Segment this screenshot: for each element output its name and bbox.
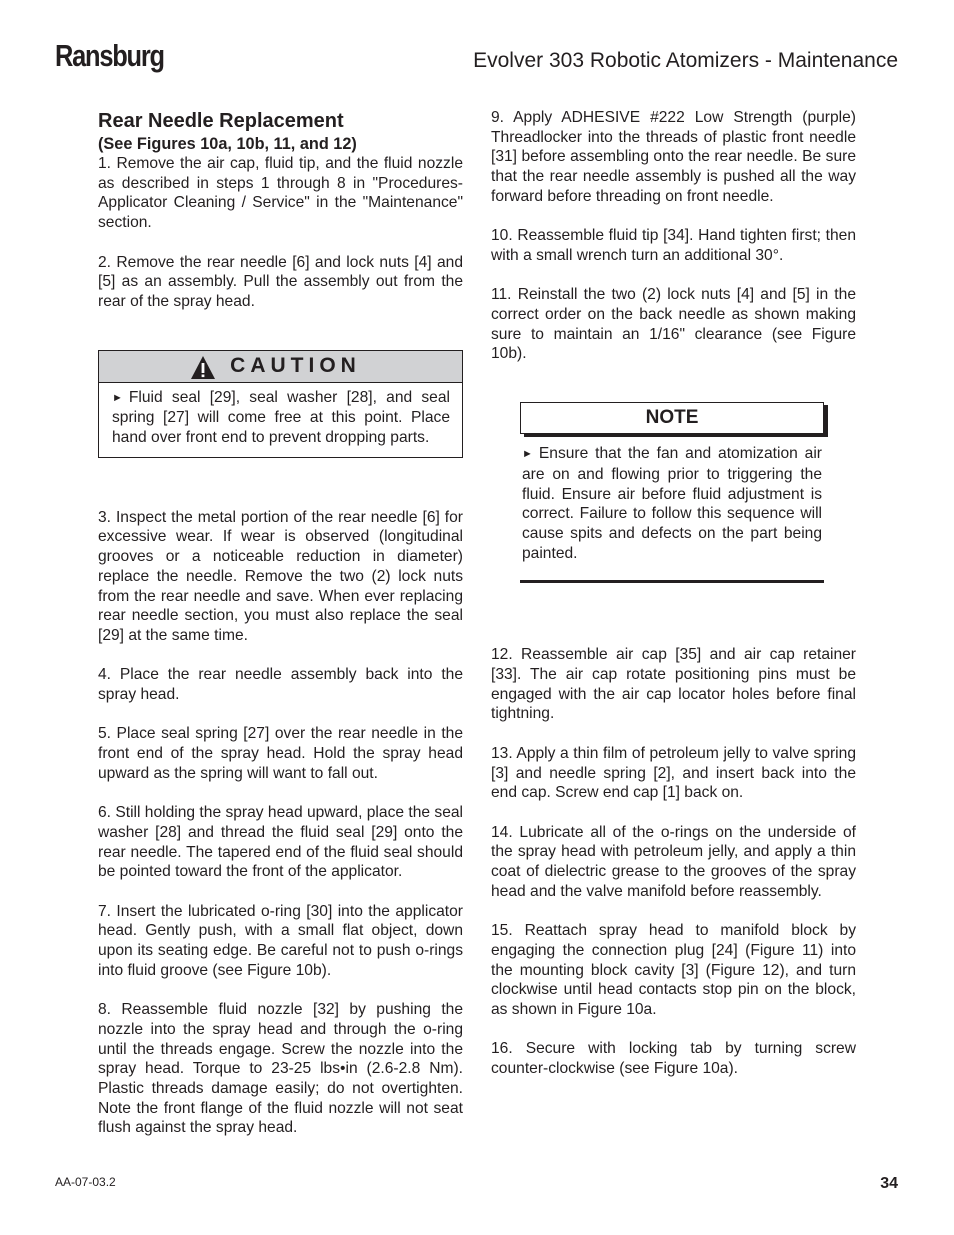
step-10: 10. Reassemble fluid tip [34]. Hand tighten first; then with a small wrench turn an additional 30°.	[491, 227, 856, 264]
step-4: 4. Place the rear needle assembly back into the spray head.	[98, 666, 463, 704]
step-12: 12. Reassemble air cap [35] and air cap retainer [33]. The air cap rotate positioning pins must be engaged with the air cap locator holes before final tightning.	[491, 646, 856, 723]
step-13: 13. Apply a thin film of petroleum jelly to valve spring [3] and needle spring [2], and insert back into the end cap. Screw end cap [1] back on.	[491, 744, 856, 802]
note-text: Ensure that the fan and atomization air are on and flowing prior to triggering the fluid. Ensure air before fluid adjustment is correct. Failure to follow this sequence will cause spits and defects on the part being painted.	[522, 445, 822, 562]
caution-box	[98, 350, 463, 458]
note-bottom-rule	[520, 580, 824, 583]
note-label: NOTE	[645, 407, 699, 429]
brand-logo: Ransburg	[55, 38, 164, 73]
note-box	[520, 402, 824, 583]
step-2: 2. Remove the rear needle [6] and lock nuts [4] and [5] as an assembly. Pull the assembly out from the rear of the spray head.	[98, 253, 463, 310]
step-15: 15. Reattach spray head to manifold block by engaging the connection plug [24] (Figure 11) into the mounting block cavity [3] (Figure 12), and turn clockwise until head contacts stop pin on the block, as shown in Figure 10a.	[491, 922, 856, 1018]
note-header	[520, 402, 824, 434]
left-column	[98, 108, 463, 1138]
warning-triangle-icon	[190, 355, 216, 380]
caution-label: CAUTION	[230, 354, 361, 378]
document-number: AA-07-03.2	[55, 1175, 116, 1189]
note-body	[520, 434, 824, 563]
right-column	[491, 108, 856, 1079]
caution-body	[99, 383, 462, 457]
caution-header	[99, 351, 462, 383]
step-16: 16. Secure with locking tab by turning screw counter-clockwise (see Figure 10a).	[491, 1040, 856, 1078]
step-5: 5. Place seal spring [27] over the rear needle in the front end of the spray head. Hold the spray head upward as the spring will want to fall out.	[98, 725, 463, 782]
bullet-arrow-icon: ►	[112, 391, 123, 404]
step-8: 8. Reassemble fluid nozzle [32] by pushing the nozzle into the spray head and through the o-ring until the threads engage. Screw the nozzle into the spray head. Torque to 23-25 lbs•in (2.6-2.8 Nm). Plastic threads damage easily; do not overtighten. Note the front flange of the fluid nozzle will not seat flush against the spray head.	[98, 1001, 463, 1137]
step-1: 1. Remove the air cap, fluid tip, and the fluid nozzle as described in steps 1 through 8 in "Procedures- Applicator Cleaning / Service" in the "Maintenance" section.	[98, 155, 463, 232]
section-subtitle: (See Figures 10a, 10b, 11, and 12)	[98, 135, 357, 153]
step-11: 11. Reinstall the two (2) lock nuts [4] and [5] in the correct order on the back needle as shown making sure to maintain an 1/16" clearance (see Figure 10b).	[491, 286, 856, 363]
section-title: Rear Needle Replacement	[98, 110, 344, 132]
bullet-arrow-icon: ►	[522, 448, 533, 461]
document-title: Evolver 303 Robotic Atomizers - Maintenance	[473, 49, 898, 72]
step-3: 3. Inspect the metal portion of the rear needle [6] for excessive wear. If wear is observed (longitudinal grooves or a noticeable reduction in diameter) replace the needle. Remove the two (2) lock nuts from the rear needle and save. When ever replacing rear needle section, you must also replace the seal [29] at the same time.	[98, 508, 463, 644]
caution-text: Fluid seal [29], seal washer [28], and seal spring [27] will come free at this point. Place hand over front end to prevent dropping parts.	[112, 388, 450, 447]
step-9: 9. Apply ADHESIVE #222 Low Strength (purple) Threadlocker into the threads of plastic front needle [31] before assembling onto the rear needle. Be sure that the rear needle assembly is pushed all the way forward before threading on front needle.	[491, 109, 856, 205]
step-6: 6. Still holding the spray head upward, place the seal washer [28] and thread the fluid seal [29] onto the rear needle. The tapered end of the fluid seal should be pointed toward the front of the applicator.	[98, 804, 463, 881]
page-number: 34	[880, 1175, 898, 1192]
step-7: 7. Insert the lubricated o-ring [30] into the applicator head. Gently push, with a small flat object, down upon its seating edge. Be careful not to push o-rings into fluid groove (see Figure 10b).	[98, 902, 463, 979]
step-14: 14. Lubricate all of the o-rings on the underside of the spray head with petroleum jelly, and apply a thin coat of dielectric grease to the grooves of the spray head and the valve manifold before reassembly.	[491, 823, 856, 900]
